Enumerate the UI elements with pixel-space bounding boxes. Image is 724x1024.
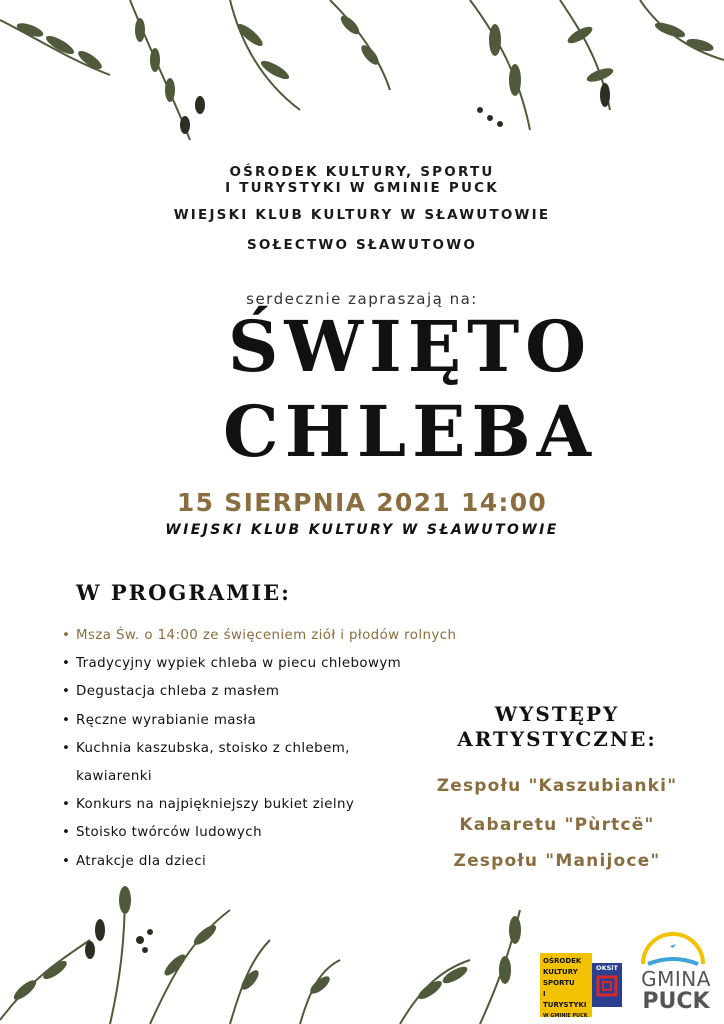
- performances-heading: [432, 702, 682, 752]
- event-title-line-1: ŚWIĘTO: [227, 305, 593, 388]
- performances-heading-line-2: ARTYSTYCZNE:: [457, 727, 657, 751]
- program-list: [62, 622, 462, 876]
- organizer-line-2: I TURYSTYKI W GMINIE PUCK: [225, 180, 499, 196]
- foliage-bottom-decoration: [0, 870, 540, 1024]
- list-item: • Konkurs na najpiękniejszy bukiet zielny: [62, 797, 355, 813]
- list-item: • Degustacja chleba z masłem: [62, 684, 280, 700]
- list-item: • Atrakcje dla dzieci: [62, 853, 207, 869]
- oksit-line: SPORTU: [543, 979, 575, 987]
- gmina-text: GMINA: [641, 967, 711, 991]
- organizer-line-1: OŚRODEK KULTURY, SPORTU: [229, 164, 495, 180]
- puck-text: PUCK: [642, 989, 710, 1014]
- oksit-line: OŚRODEK: [543, 957, 582, 965]
- list-item: • Tradycyjny wypiek chleba w piecu chlebowym: [62, 656, 402, 672]
- event-venue: WIEJSKI KLUB KULTURY W SŁAWUTOWIE: [165, 522, 559, 538]
- list-item: • Stoisko twórców ludowych: [62, 825, 262, 841]
- list-item: • Msza Św. o 14:00 ze święceniem ziół i płodów rolnych: [62, 628, 457, 643]
- list-item: • Kuchnia kaszubska, stoisko z chlebem,: [62, 740, 350, 756]
- oksit-badge: OKSiT: [596, 964, 618, 972]
- oksit-logo: [540, 953, 622, 1017]
- oksit-line: I TURYSTYKI: [543, 990, 587, 1009]
- program-heading: W PROGRAMIE:: [76, 580, 291, 605]
- list-item: • Ręczne wyrabianie masła: [62, 712, 257, 728]
- organizer-line-4: SOŁECTWO SŁAWUTOWO: [246, 237, 477, 253]
- oksit-line: W GMINIE PUCK: [543, 1013, 588, 1019]
- oksit-line: KULTURY: [543, 968, 578, 976]
- performance-item: Kabaretu "Pùrtcë": [459, 815, 655, 835]
- performance-item: Zespołu "Kaszubianki": [436, 776, 678, 796]
- gmina-puck-logo: [628, 930, 718, 1018]
- event-title-line-2: CHLEBA: [223, 390, 597, 473]
- foliage-top-decoration: [0, 0, 724, 150]
- invite-text: serdecznie zapraszają na:: [246, 290, 478, 308]
- performances-heading-line-1: WYSTĘPY: [494, 702, 620, 726]
- event-date: 15 SIERPNIA 2021 14:00: [176, 488, 548, 517]
- list-item: kawiarenki: [76, 769, 153, 785]
- gmina-puck-emblem: [628, 930, 718, 970]
- performance-item: Zespołu "Manijoce": [453, 851, 661, 871]
- organizer-line-3: WIEJSKI KLUB KULTURY W SŁAWUTOWIE: [173, 207, 551, 223]
